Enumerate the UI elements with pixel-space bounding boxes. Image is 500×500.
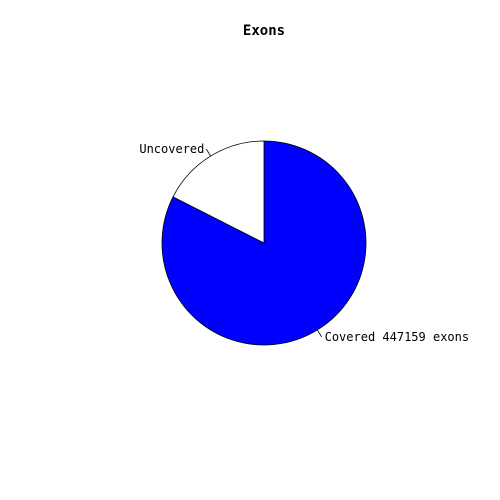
slice-label-covered: Covered 447159 exons — [324, 329, 470, 344]
pie-slices — [162, 141, 366, 345]
slice-label-uncovered: Uncovered — [139, 142, 205, 157]
chart-title: Exons — [242, 23, 286, 39]
